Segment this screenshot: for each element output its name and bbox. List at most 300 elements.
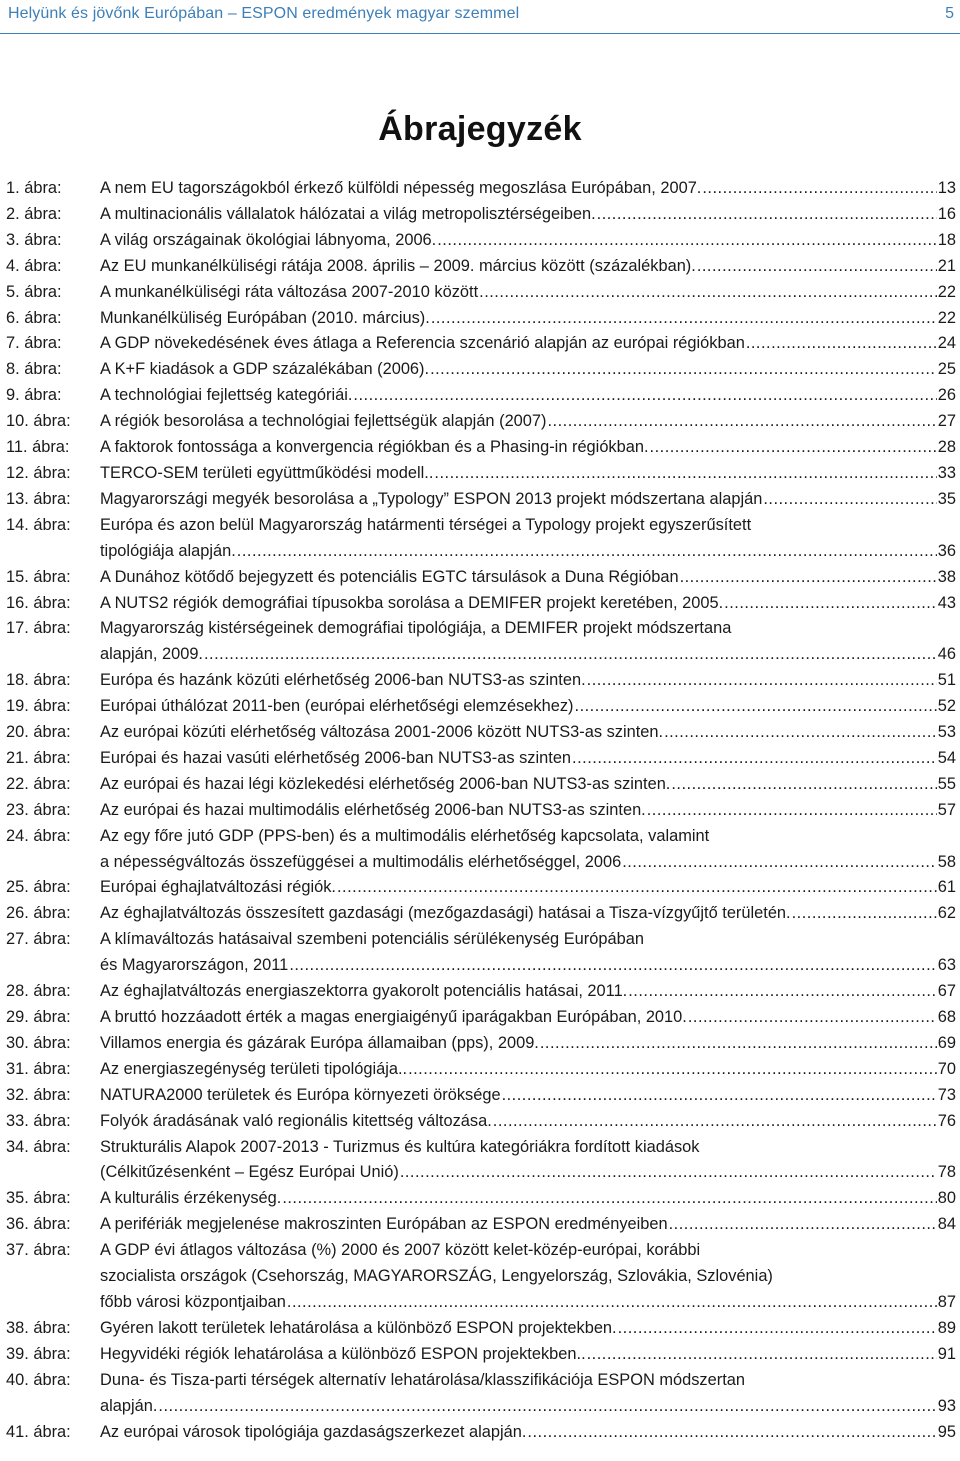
figure-entry[interactable] <box>6 513 956 565</box>
page-reference[interactable]: 51 <box>937 671 956 690</box>
figure-entry[interactable] <box>6 228 956 254</box>
caption-text: A kulturális érzékenység. <box>100 1189 282 1208</box>
caption-text: Gyéren lakott területek lehatárolása a különböző ESPON projektekben. <box>100 1318 617 1337</box>
caption-line <box>100 616 956 642</box>
caption-text: Az éghajlatváltozás összesített gazdasági (mezőgazdasági) hatásai a Tisza-vízgyűjtő területén. <box>100 904 791 923</box>
page-reference[interactable]: 78 <box>937 1163 956 1182</box>
dot-leader <box>400 1160 937 1186</box>
page-reference[interactable]: 22 <box>937 308 956 327</box>
figure-number: 32. ábra: <box>6 1085 71 1104</box>
caption-line <box>100 202 956 228</box>
caption-line <box>100 435 956 461</box>
dot-leader <box>680 565 937 591</box>
figure-caption <box>100 927 956 979</box>
figure-number: 1. ábra: <box>6 179 62 197</box>
dot-leader <box>572 746 937 772</box>
figure-entry[interactable] <box>6 202 956 228</box>
figure-entry[interactable] <box>6 875 956 901</box>
page-reference[interactable]: 24 <box>937 334 956 353</box>
running-header <box>0 0 960 36</box>
figure-number: 21. ábra: <box>6 748 71 767</box>
caption-line <box>100 642 956 668</box>
figure-entry[interactable] <box>6 1368 956 1420</box>
figure-caption <box>100 1109 956 1135</box>
figure-entry[interactable] <box>6 927 956 979</box>
caption-text: A K+F kiadások a GDP százalékában (2006). <box>100 360 430 379</box>
page-reference[interactable]: 87 <box>937 1292 956 1311</box>
figure-caption <box>100 1212 956 1238</box>
figure-number: 15. ábra: <box>6 567 71 586</box>
caption-text: A multinacionális vállalatok hálózatai a világ metropolisztérségeiben. <box>100 204 596 223</box>
caption-line <box>100 357 956 383</box>
caption-line <box>100 1160 956 1186</box>
dot-leader <box>337 875 937 901</box>
dot-leader <box>431 306 937 332</box>
page-reference[interactable]: 36 <box>937 541 956 560</box>
caption-line <box>100 254 956 280</box>
figure-number: 14. ábra: <box>6 515 71 534</box>
figure-entry[interactable] <box>6 694 956 720</box>
figure-caption <box>100 409 956 435</box>
caption-line <box>100 1005 956 1031</box>
page-reference[interactable]: 80 <box>937 1189 956 1208</box>
caption-line <box>100 409 956 435</box>
figure-caption <box>100 875 956 901</box>
figure-number: 25. ábra: <box>6 878 71 897</box>
figure-number: 5. ábra: <box>6 282 62 301</box>
caption-text: Munkanélküliség Európában (2010. március). <box>100 308 430 327</box>
caption-text: szocialista országok (Csehország, MAGYARORSZÁG, Lengyelország, Szlovákia, Szlovénia) <box>100 1267 773 1286</box>
page-reference[interactable]: 89 <box>937 1318 956 1337</box>
figure-caption <box>100 979 956 1005</box>
figure-number: 8. ábra: <box>6 360 62 379</box>
figure-number: 13. ábra: <box>6 489 71 508</box>
figure-caption <box>100 824 956 876</box>
caption-line <box>100 1342 956 1368</box>
figure-number: 17. ábra: <box>6 619 71 638</box>
page-reference[interactable]: 28 <box>937 438 956 457</box>
caption-line <box>100 176 956 202</box>
figure-entry[interactable] <box>6 1316 956 1342</box>
page-reference[interactable]: 91 <box>937 1344 956 1363</box>
caption-line <box>100 953 956 979</box>
figure-number: 23. ábra: <box>6 800 71 819</box>
figure-entry[interactable] <box>6 1342 956 1368</box>
page-reference[interactable]: 76 <box>937 1111 956 1130</box>
page-reference[interactable]: 52 <box>937 697 956 716</box>
figure-number: 20. ábra: <box>6 723 71 742</box>
dot-leader <box>575 694 937 720</box>
caption-text: A NUTS2 régiók demográfiai típusokba sorolása a DEMIFER projekt keretében, 2005. <box>100 593 724 612</box>
figure-entry[interactable] <box>6 1057 956 1083</box>
figure-list <box>6 176 956 1445</box>
caption-text: A perifériák megjelenése makroszinten Európában az ESPON eredményeiben <box>100 1215 668 1234</box>
figure-entry[interactable] <box>6 1031 956 1057</box>
figure-caption <box>100 616 956 668</box>
figure-number: 38. ábra: <box>6 1318 71 1337</box>
dot-leader <box>688 1005 937 1031</box>
figure-number: 6. ábra: <box>6 308 62 327</box>
figure-number: 9. ábra: <box>6 386 62 405</box>
caption-text: (Célkitűzésenként – Egész Európai Unió) <box>100 1163 399 1182</box>
figure-entry[interactable] <box>6 1238 956 1316</box>
figure-number: 19. ábra: <box>6 697 71 716</box>
page-reference[interactable]: 38 <box>937 567 956 586</box>
running-title: Helyünk és jövőnk Európában – ESPON eredmények magyar szemmel <box>8 5 520 22</box>
figure-entry[interactable] <box>6 435 956 461</box>
caption-text: Európa és hazánk közúti elérhetőség 2006-ban NUTS3-as szinten. <box>100 671 586 690</box>
page-reference[interactable]: 43 <box>937 593 956 612</box>
figure-caption <box>100 1420 956 1446</box>
page-reference[interactable]: 25 <box>937 360 956 379</box>
figure-entry[interactable] <box>6 1109 956 1135</box>
dot-leader <box>408 1057 937 1083</box>
page-reference[interactable]: 95 <box>937 1422 956 1441</box>
caption-line <box>100 1031 956 1057</box>
figure-entry[interactable] <box>6 668 956 694</box>
caption-line <box>100 824 956 850</box>
caption-line <box>100 772 956 798</box>
caption-text: A világ országainak ökológiai lábnyoma, 2006. <box>100 230 437 249</box>
figure-caption <box>100 591 956 617</box>
figure-entry[interactable] <box>6 746 956 772</box>
figure-number: 12. ábra: <box>6 463 71 482</box>
caption-text: Magyarországi megyék besorolása a „Typology” ESPON 2013 projekt módszertana alapján <box>100 489 763 508</box>
caption-line <box>100 668 956 694</box>
caption-text: NATURA2000 területek és Európa környezeti öröksége <box>100 1085 501 1104</box>
caption-text: Folyók áradásának való regionális kitettség változása. <box>100 1111 492 1130</box>
figure-number: 31. ábra: <box>6 1059 71 1078</box>
caption-text: a népességváltozás összefüggései a multimodális elérhetőséggel, 2006 <box>100 852 622 871</box>
header-rule <box>0 33 960 34</box>
caption-text: Európa és azon belül Magyarország határmenti térségei a Typology projekt egyszerűsített <box>100 515 752 534</box>
caption-text: Duna- és Tisza-parti térségek alternatív lehatárolása/klasszifikációja ESPON módszertan <box>100 1370 745 1389</box>
figure-entry[interactable] <box>6 979 956 1005</box>
figure-entry[interactable] <box>6 254 956 280</box>
caption-text: alapján, 2009. <box>100 645 203 664</box>
caption-text: Az európai városok tipológiája gazdaságszerkezet alapján. <box>100 1422 527 1441</box>
page-title-text: Ábrajegyzék <box>378 110 582 148</box>
caption-line <box>100 306 956 332</box>
caption-line <box>100 1212 956 1238</box>
figure-entry[interactable] <box>6 1083 956 1109</box>
figure-number: 28. ábra: <box>6 982 71 1001</box>
figure-caption <box>100 1083 956 1109</box>
caption-text: Strukturális Alapok 2007-2013 - Turizmus és kultúra kategóriákra fordított kiadások <box>100 1137 700 1156</box>
figure-number: 30. ábra: <box>6 1033 71 1052</box>
figure-number: 10. ábra: <box>6 412 71 431</box>
figure-number: 36. ábra: <box>6 1215 71 1234</box>
figure-number: 22. ábra: <box>6 774 71 793</box>
dot-leader <box>669 1212 937 1238</box>
figure-entry[interactable] <box>6 1420 956 1446</box>
page-reference[interactable]: 61 <box>937 878 956 897</box>
page-reference[interactable]: 67 <box>937 982 956 1001</box>
figure-entry[interactable] <box>6 824 956 876</box>
dot-leader <box>353 383 936 409</box>
figure-entry[interactable] <box>6 306 956 332</box>
figure-number: 18. ábra: <box>6 671 71 690</box>
dot-leader <box>587 668 937 694</box>
figure-entry[interactable] <box>6 280 956 306</box>
page-reference[interactable]: 26 <box>937 386 956 405</box>
caption-line <box>100 461 956 487</box>
figure-caption <box>100 772 956 798</box>
caption-text: A nem EU tagországokból érkező külföldi népesség megoszlása Európában, 2007. <box>100 179 702 197</box>
caption-line <box>100 487 956 513</box>
figure-caption <box>100 461 956 487</box>
figure-entry[interactable] <box>6 176 956 202</box>
caption-line <box>100 1238 956 1264</box>
caption-line <box>100 1394 956 1420</box>
figure-number: 4. ábra: <box>6 256 62 275</box>
dot-leader <box>158 1394 936 1420</box>
figure-caption <box>100 383 956 409</box>
caption-line <box>100 1368 956 1394</box>
caption-line <box>100 383 956 409</box>
page-reference[interactable]: 21 <box>937 256 956 275</box>
page-reference[interactable]: 35 <box>937 489 956 508</box>
caption-text: Az európai és hazai multimodális elérhetőség 2006-ban NUTS3-as szinten. <box>100 800 646 819</box>
figure-entry[interactable] <box>6 383 956 409</box>
figure-number: 40. ábra: <box>6 1370 71 1389</box>
figure-number: 11. ábra: <box>6 438 70 457</box>
figure-entry[interactable] <box>6 461 956 487</box>
dot-leader <box>502 1083 937 1109</box>
dot-leader <box>282 1186 936 1212</box>
dot-leader <box>597 202 937 228</box>
figure-caption <box>100 435 956 461</box>
caption-text: Az energiaszegénység területi tipológiája.. <box>100 1059 408 1078</box>
page-reference[interactable]: 46 <box>937 645 956 664</box>
figure-caption <box>100 306 956 332</box>
figure-entry[interactable] <box>6 409 956 435</box>
caption-line <box>100 1135 956 1161</box>
figure-caption <box>100 487 956 513</box>
caption-text: Az európai közúti elérhetőség változása 2001-2006 között NUTS3-as szinten. <box>100 723 664 742</box>
page-reference[interactable]: 13 <box>937 179 956 197</box>
caption-text: Az európai és hazai légi közlekedési elérhetőség 2006-ban NUTS3-as szinten. <box>100 774 671 793</box>
page-reference[interactable]: 22 <box>937 282 956 301</box>
figure-caption <box>100 798 956 824</box>
page-reference[interactable]: 70 <box>937 1059 956 1078</box>
caption-line <box>100 875 956 901</box>
dot-leader <box>430 357 937 383</box>
dot-leader <box>204 642 937 668</box>
caption-line <box>100 1083 956 1109</box>
caption-line <box>100 1316 956 1342</box>
caption-line <box>100 565 956 591</box>
figure-caption <box>100 1238 956 1316</box>
figure-number: 34. ábra: <box>6 1137 71 1156</box>
page-reference[interactable]: 55 <box>937 774 956 793</box>
figure-caption <box>100 1005 956 1031</box>
dot-leader <box>479 280 937 306</box>
dot-leader <box>437 228 937 254</box>
figure-number: 27. ábra: <box>6 930 71 949</box>
caption-line <box>100 331 956 357</box>
page-reference[interactable]: 58 <box>937 852 956 871</box>
caption-text: A Dunához kötődő bejegyzett és potenciális EGTC társulások a Duna Régióban <box>100 567 679 586</box>
page-reference[interactable]: 68 <box>937 1008 956 1026</box>
figure-entry[interactable] <box>6 1186 956 1212</box>
figure-caption <box>100 176 956 202</box>
figure-caption <box>100 668 956 694</box>
figure-entry[interactable] <box>6 720 956 746</box>
caption-text: A technológiai fejlettség kategóriái. <box>100 386 353 405</box>
caption-line <box>100 927 956 953</box>
caption-text: Az éghajlatváltozás energiaszektorra gyakorolt potenciális hatásai, 2011. <box>100 982 628 1001</box>
dot-leader <box>618 1316 937 1342</box>
figure-entry[interactable] <box>6 331 956 357</box>
figure-entry[interactable] <box>6 798 956 824</box>
dot-leader <box>697 254 937 280</box>
figure-caption <box>100 720 956 746</box>
dot-leader <box>547 409 936 435</box>
dot-leader <box>587 1342 937 1368</box>
figure-caption <box>100 280 956 306</box>
figure-number: 29. ábra: <box>6 1008 71 1026</box>
dot-leader <box>527 1420 936 1446</box>
caption-text: A faktorok fontossága a konvergencia régiókban és a Phasing-in régiókban. <box>100 438 649 457</box>
figure-caption <box>100 331 956 357</box>
caption-line <box>100 798 956 824</box>
caption-text: alapján. <box>100 1396 158 1415</box>
figure-entry[interactable] <box>6 901 956 927</box>
figure-caption <box>100 901 956 927</box>
page-number: 5 <box>945 5 954 22</box>
figure-caption <box>100 565 956 591</box>
caption-line <box>100 513 956 539</box>
caption-text: Európai úthálózat 2011-ben (európai elérhetőségi elemzésekhez) <box>100 697 574 716</box>
figure-caption <box>100 1135 956 1187</box>
figure-entry[interactable] <box>6 1135 956 1187</box>
figure-entry[interactable] <box>6 357 956 383</box>
dot-leader <box>628 979 937 1005</box>
caption-text: TERCO-SEM területi együttműködési modell.. <box>100 463 434 482</box>
caption-line <box>100 591 956 617</box>
figure-caption <box>100 1057 956 1083</box>
caption-line <box>100 901 956 927</box>
figure-number: 16. ábra: <box>6 593 71 612</box>
caption-text: Európai éghajlatváltozási régiók. <box>100 878 336 897</box>
caption-line <box>100 850 956 876</box>
caption-text: A klímaváltozás hatásaival szembeni potenciális sérülékenység Európában <box>100 930 644 949</box>
caption-line <box>100 280 956 306</box>
caption-line <box>100 979 956 1005</box>
page-reference[interactable]: 93 <box>937 1396 956 1415</box>
caption-line <box>100 1420 956 1446</box>
dot-leader <box>763 487 936 513</box>
page-reference[interactable]: 54 <box>937 748 956 767</box>
caption-text: A bruttó hozzáadott érték a magas energiaigényű iparágakban Európában, 2010. <box>100 1008 687 1026</box>
page-reference[interactable]: 73 <box>937 1085 956 1104</box>
figure-entry[interactable] <box>6 616 956 668</box>
figure-number: 24. ábra: <box>6 826 71 845</box>
caption-line <box>100 1109 956 1135</box>
figure-entry[interactable] <box>6 487 956 513</box>
dot-leader <box>792 901 937 927</box>
figure-caption <box>100 1186 956 1212</box>
page-title <box>0 110 960 149</box>
page-reference[interactable]: 62 <box>937 904 956 923</box>
page-reference[interactable]: 69 <box>937 1033 956 1052</box>
page-reference[interactable]: 84 <box>937 1215 956 1234</box>
figure-entry[interactable] <box>6 1005 956 1031</box>
figure-number: 35. ábra: <box>6 1189 71 1208</box>
figure-entry[interactable] <box>6 591 956 617</box>
figure-caption <box>100 1342 956 1368</box>
dot-leader <box>622 850 937 876</box>
caption-text: A GDP növekedésének éves átlaga a Referencia szcenárió alapján az európai régiókban <box>100 334 745 353</box>
caption-text: A munkanélküliségi ráta változása 2007-2010 között <box>100 282 479 301</box>
caption-text: Az egy főre jutó GDP (PPS-ben) és a multimodális elérhetőség kapcsolata, valamint <box>100 826 710 845</box>
page-reference[interactable]: 33 <box>937 463 956 482</box>
figure-caption <box>100 1368 956 1420</box>
dot-leader <box>647 798 937 824</box>
dot-leader <box>650 435 937 461</box>
figure-number: 26. ábra: <box>6 904 71 923</box>
figure-number: 41. ábra: <box>6 1422 71 1441</box>
figure-caption <box>100 694 956 720</box>
caption-text: tipológiája alapján. <box>100 541 236 560</box>
caption-text: A régiók besorolása a technológiai fejlettségük alapján (2007) <box>100 412 547 431</box>
caption-line <box>100 1057 956 1083</box>
figure-number: 39. ábra: <box>6 1344 71 1363</box>
dot-leader <box>664 720 937 746</box>
caption-line <box>100 228 956 254</box>
dot-leader <box>724 591 937 617</box>
figure-caption <box>100 357 956 383</box>
figure-caption <box>100 254 956 280</box>
page-reference[interactable]: 18 <box>937 230 956 249</box>
figure-number: 2. ábra: <box>6 204 62 223</box>
dot-leader <box>702 176 936 202</box>
dot-leader <box>434 461 936 487</box>
page-reference[interactable]: 63 <box>937 956 956 975</box>
figure-entry[interactable] <box>6 1212 956 1238</box>
caption-text: Az EU munkanélküliségi rátája 2008. április – 2009. március között (százalékban). <box>100 256 696 275</box>
caption-line <box>100 539 956 565</box>
figure-entry[interactable] <box>6 772 956 798</box>
figure-caption <box>100 513 956 565</box>
figure-caption <box>100 1031 956 1057</box>
dot-leader <box>671 772 936 798</box>
figure-caption <box>100 202 956 228</box>
caption-line <box>100 1186 956 1212</box>
dot-leader <box>493 1109 937 1135</box>
caption-text: főbb városi központjaiban <box>100 1292 286 1311</box>
page-reference[interactable]: 57 <box>937 800 956 819</box>
page-reference[interactable]: 53 <box>937 723 956 742</box>
caption-line <box>100 746 956 772</box>
dot-leader <box>289 953 936 979</box>
caption-text: Hegyvidéki régiók lehatárolása a különböző ESPON projektekben.. <box>100 1344 586 1363</box>
caption-line <box>100 720 956 746</box>
page-reference[interactable]: 16 <box>937 204 956 223</box>
dot-leader <box>540 1031 937 1057</box>
figure-caption <box>100 746 956 772</box>
figure-entry[interactable] <box>6 565 956 591</box>
figure-caption <box>100 1316 956 1342</box>
caption-text: Európai és hazai vasúti elérhetőség 2006-ban NUTS3-as szinten <box>100 748 572 767</box>
page-reference[interactable]: 27 <box>937 412 956 431</box>
dot-leader <box>287 1290 937 1316</box>
figure-number: 33. ábra: <box>6 1111 71 1130</box>
figure-caption <box>100 228 956 254</box>
caption-line <box>100 694 956 720</box>
caption-text: A GDP évi átlagos változása (%) 2000 és 2007 között kelet-közép-európai, korábbi <box>100 1241 701 1260</box>
